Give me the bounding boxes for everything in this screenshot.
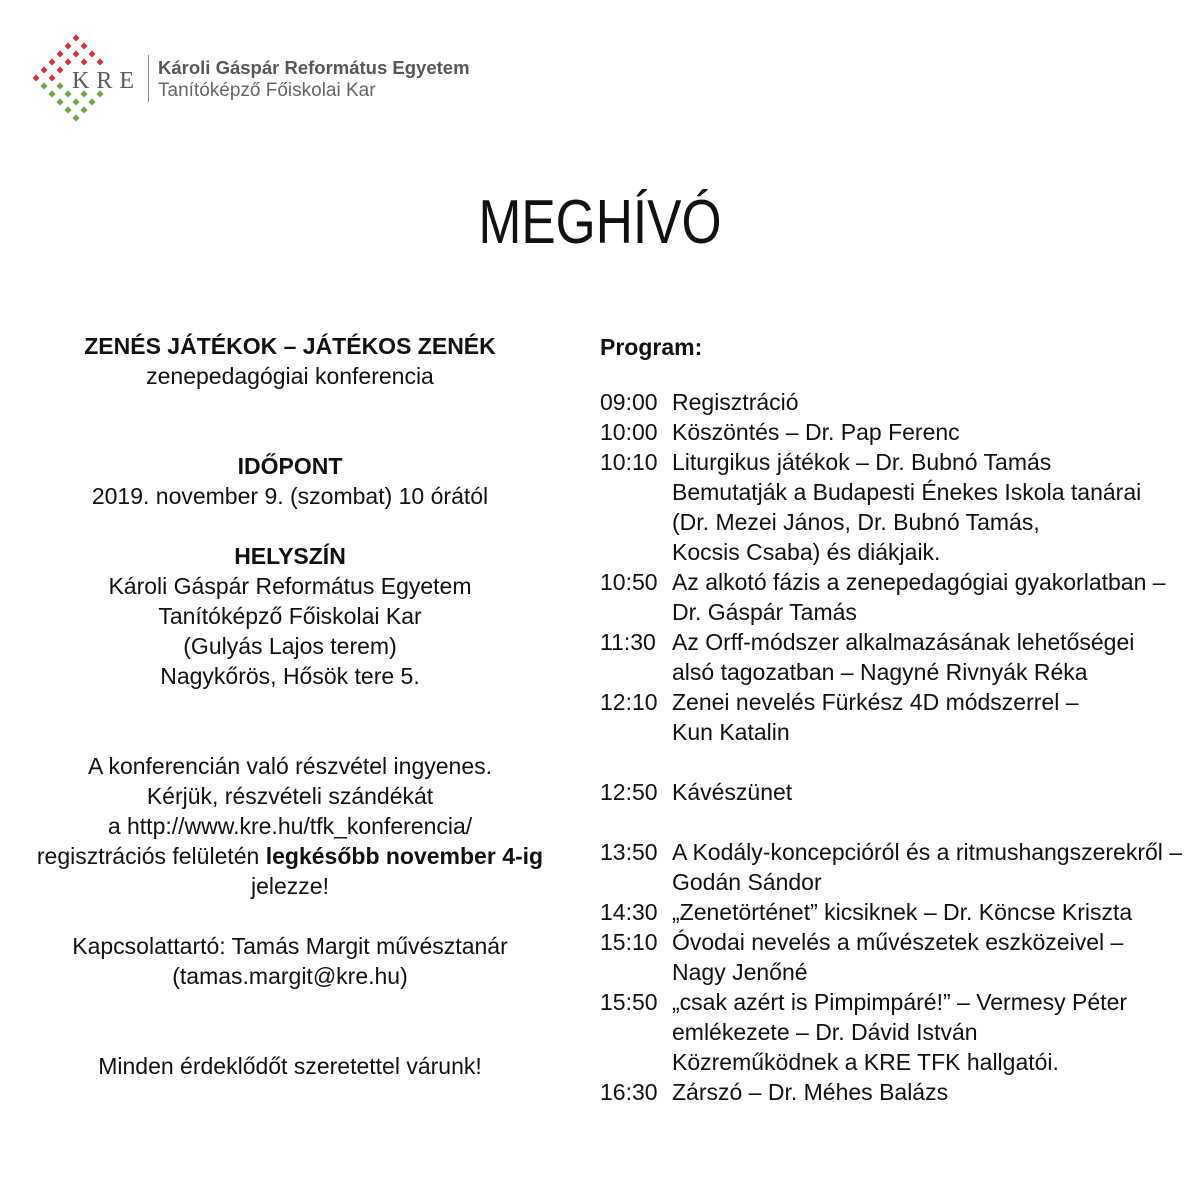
logo-dot bbox=[40, 82, 47, 89]
contact-person: Kapcsolattartó: Tamás Margit művésztanár bbox=[72, 933, 508, 959]
program-heading: Program: bbox=[600, 334, 703, 360]
program-description: emlékezete – Dr. Dávid István bbox=[672, 1019, 978, 1045]
program-description: Köszöntés – Dr. Pap Ferenc bbox=[672, 419, 960, 445]
program-time: 11:30 bbox=[600, 629, 656, 655]
program-description: Godán Sándor bbox=[672, 869, 822, 895]
event-date: 2019. november 9. (szombat) 10 órától bbox=[91, 483, 489, 509]
program-description: „Zenetörténet” kicsiknek – Dr. Köncse Kriszta bbox=[672, 899, 1133, 925]
program-item bbox=[600, 417, 1190, 447]
program-description: Dr. Gáspár Tamás bbox=[672, 599, 857, 625]
logo-dot bbox=[80, 58, 87, 65]
closing-text: Minden érdeklődőt szeretettel várunk! bbox=[98, 1053, 482, 1079]
registration-free-note: A konferencián való részvétel ingyenes. bbox=[87, 753, 493, 779]
registration-closing: jelezze! bbox=[251, 873, 329, 899]
venue-line: (Gulyás Lajos terem) bbox=[183, 633, 397, 659]
program-description: Nagy Jenőné bbox=[672, 959, 808, 985]
program-time: 15:10 bbox=[600, 929, 658, 955]
program-description: Zenei nevelés Fürkész 4D módszerrel – bbox=[672, 689, 1079, 715]
logo-divider bbox=[148, 55, 149, 102]
program-time: 10:00 bbox=[600, 419, 658, 445]
logo-dot bbox=[88, 98, 95, 105]
logo-dot bbox=[72, 114, 79, 121]
registration-request: Kérjük, részvételi szándékát bbox=[146, 783, 434, 809]
faculty-name: Tanítóképző Főiskolai Kar bbox=[158, 80, 376, 101]
logo-dot bbox=[72, 34, 79, 41]
logo-letters: KRE bbox=[72, 68, 141, 94]
conference-name: ZENÉS JÁTÉKOK – JÁTÉKOS ZENÉK bbox=[84, 333, 496, 359]
logo-dot bbox=[64, 106, 71, 113]
registration-deadline-date: legkésőbb november 4-ig bbox=[265, 843, 544, 869]
program-item bbox=[600, 687, 1190, 747]
logo-dot bbox=[64, 90, 71, 97]
logo-dot bbox=[56, 66, 63, 73]
program-description: (Dr. Mezei János, Dr. Bubnó Tamás, bbox=[672, 509, 1040, 535]
program-time: 14:30 bbox=[600, 899, 658, 925]
logo-dot bbox=[64, 42, 71, 49]
program-item bbox=[600, 627, 1190, 687]
logo-dot bbox=[88, 50, 95, 57]
program-description: Közreműködnek a KRE TFK hallgatói. bbox=[672, 1049, 1059, 1075]
program-description: Zárszó – Dr. Méhes Balázs bbox=[672, 1079, 949, 1105]
registration-url-line: a http://www.kre.hu/tfk_konferencia/ bbox=[107, 813, 473, 839]
page-title: MEGHÍVÓ bbox=[478, 188, 722, 257]
logo-dot bbox=[56, 50, 63, 57]
program-description: alsó tagozatban – Nagyné Rivnyák Réka bbox=[672, 659, 1088, 685]
logo-dot bbox=[32, 74, 39, 81]
program-description: Az alkotó fázis a zenepedagógiai gyakorlatban – bbox=[672, 569, 1166, 595]
venue-line: Károli Gáspár Református Egyetem bbox=[108, 573, 472, 599]
program-item bbox=[600, 387, 1190, 417]
program-time: 10:50 bbox=[600, 569, 658, 595]
program-description: „csak azért is Pimpimpáré!” – Vermesy Péter bbox=[672, 989, 1128, 1015]
program-item bbox=[600, 987, 1190, 1077]
program-description: Óvodai nevelés a művészetek eszközeivel – bbox=[672, 929, 1124, 955]
program-time: 10:10 bbox=[600, 449, 658, 475]
program-time: 15:50 bbox=[600, 989, 658, 1015]
program-time: 09:00 bbox=[600, 389, 658, 415]
venue-line: Tanítóképző Főiskolai Kar bbox=[158, 603, 422, 629]
program-item bbox=[600, 897, 1190, 927]
registration-deadline-line bbox=[30, 841, 550, 871]
logo-dot bbox=[40, 66, 47, 73]
program-time: 13:50 bbox=[600, 839, 658, 865]
university-name: Károli Gáspár Református Egyetem bbox=[158, 57, 470, 78]
logo-dot bbox=[64, 58, 71, 65]
venue-line: Nagykőrös, Hősök tere 5. bbox=[160, 663, 420, 689]
logo-dot bbox=[56, 98, 63, 105]
date-heading: IDŐPONT bbox=[237, 453, 343, 479]
program-list bbox=[600, 387, 1190, 1107]
program-time: 12:50 bbox=[600, 779, 658, 805]
program-time: 12:10 bbox=[600, 689, 658, 715]
program-item bbox=[600, 837, 1190, 897]
program-item bbox=[600, 927, 1190, 987]
program-item bbox=[600, 1077, 1190, 1107]
program-description: Bemutatják a Budapesti Énekes Iskola tanárai bbox=[672, 479, 1142, 505]
program-item bbox=[600, 777, 1190, 807]
program-time: 16:30 bbox=[600, 1079, 658, 1105]
program-description: Kocsis Csaba) és diákjaik. bbox=[672, 539, 941, 565]
program-description: A Kodály-koncepcióról és a ritmushangszerekről – bbox=[672, 839, 1183, 865]
program bbox=[600, 332, 1190, 1107]
program-description: Az Orff-módszer alkalmazásának lehetőségei bbox=[672, 629, 1135, 655]
logo-dot bbox=[80, 42, 87, 49]
logo-dot bbox=[48, 58, 55, 65]
program-description: Kávészünet bbox=[672, 779, 793, 805]
logo-dot bbox=[48, 74, 55, 81]
logo-dot bbox=[72, 50, 79, 57]
program-description: Kun Katalin bbox=[672, 719, 790, 745]
program-description: Regisztráció bbox=[672, 389, 799, 415]
logo-dot bbox=[80, 106, 87, 113]
logo-dot bbox=[56, 82, 63, 89]
program-item bbox=[600, 447, 1190, 567]
registration-deadline-text: regisztrációs felületén bbox=[36, 843, 266, 869]
program-item bbox=[600, 567, 1190, 627]
conference-info bbox=[30, 331, 550, 1081]
venue-heading: HELYSZÍN bbox=[234, 543, 346, 569]
kre-logo bbox=[0, 0, 145, 130]
logo-dot bbox=[96, 58, 103, 65]
logo-dot bbox=[72, 98, 79, 105]
logo-dot bbox=[48, 90, 55, 97]
conference-subtitle: zenepedagógiai konferencia bbox=[146, 363, 434, 389]
program-description: Liturgikus játékok – Dr. Bubnó Tamás bbox=[672, 449, 1052, 475]
contact-email: (tamas.margit@kre.hu) bbox=[172, 963, 408, 989]
